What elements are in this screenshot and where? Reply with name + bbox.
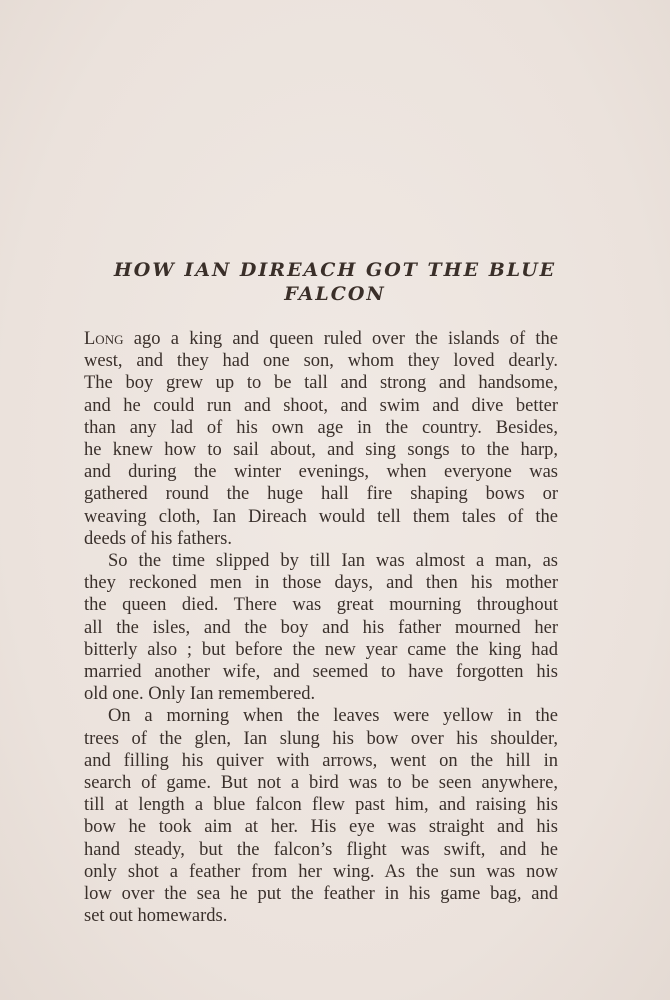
text-line: Long ago a king and queen ruled over the islands of the <box>84 329 558 349</box>
paragraph-3 <box>84 705 558 927</box>
text-line: trees of the glen, Ian slung his bow over his shoulder, <box>84 728 558 749</box>
text-line: all the isles, and the boy and his father mourned her <box>84 617 558 638</box>
text-line: On a morning when the leaves were yellow in the <box>108 706 558 727</box>
text-line: he knew how to sail about, and sing songs to the harp, <box>84 440 558 461</box>
text-line: The boy grew up to be tall and strong and handsome, <box>84 373 558 394</box>
text-line: married another wife, and seemed to have forgotten his <box>84 662 558 683</box>
text-line: weaving cloth, Ian Direach would tell them tales of the <box>84 506 558 527</box>
body-text <box>84 328 558 927</box>
text-line: low over the sea he put the feather in his game bag, and <box>84 884 558 905</box>
text-line: till at length a blue falcon flew past him, and raising his <box>84 795 558 816</box>
text-line: search of game. But not a bird was to be seen anywhere, <box>84 773 558 794</box>
chapter-title <box>84 258 586 306</box>
text-line: the queen died. There was great mourning throughout <box>84 595 558 616</box>
text-line: So the time slipped by till Ian was almost a man, as <box>108 551 558 572</box>
text-line: hand steady, but the falcon’s flight was swift, and he <box>84 839 558 860</box>
chapter-title-line-2: FALCON <box>284 283 386 305</box>
text-line: than any lad of his own age in the country. Besides, <box>84 417 558 438</box>
chapter-title-line-1: HOW IAN DIREACH GOT THE BLUE <box>113 259 557 281</box>
text-line: west, and they had one son, whom they loved dearly. <box>84 351 558 372</box>
text-line: bitterly also ; but before the new year came the king had <box>84 639 558 660</box>
text-line: only shot a feather from her wing. As the sun was now <box>84 861 558 882</box>
text-line: and filling his quiver with arrows, went on the hill in <box>84 750 558 771</box>
paragraph-2 <box>84 550 558 705</box>
text-line: bow he took aim at her. His eye was straight and his <box>84 817 558 838</box>
text-line: gathered round the huge hall fire shaping bows or <box>84 484 558 505</box>
paragraph-1 <box>84 328 558 550</box>
text-line: and he could run and shoot, and swim and dive better <box>84 395 558 416</box>
text-line: and during the winter evenings, when everyone was <box>84 462 558 483</box>
text-line: they reckoned men in those days, and then his mother <box>84 573 558 594</box>
drop-word: Long <box>84 329 124 349</box>
text-line: deeds of his fathers. <box>84 528 232 549</box>
text-line: old one. Only Ian remembered. <box>84 684 316 705</box>
text-line: set out homewards. <box>84 906 228 927</box>
